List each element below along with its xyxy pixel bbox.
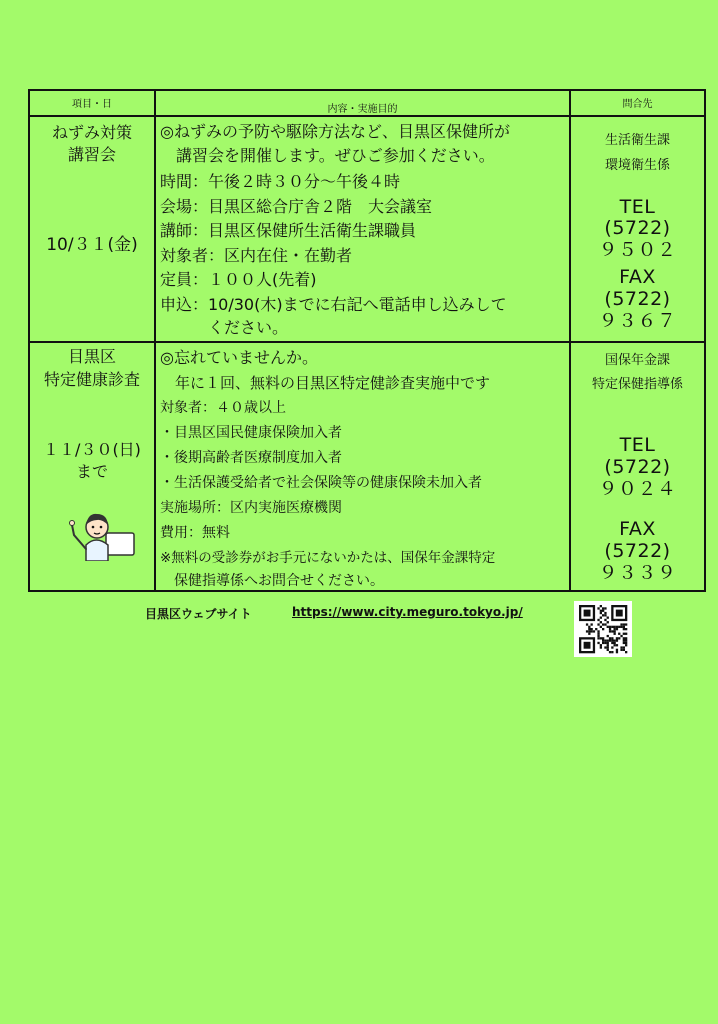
header-content: 内容・実施目的 [327,104,398,115]
row1-content-line: ◎ねずみの予防や駆除方法など、目黒区保健所が [160,122,510,141]
row1-date: 10/３１(金) [46,235,138,255]
row2-content-line: 実施場所：区内実施医療機関 [160,500,342,516]
row1-fax-label: FAX [619,266,656,288]
row1-content-line: 定員：１００人(先着) [160,270,317,289]
row2-content-line: 対象者：４０歳以上 [160,400,286,416]
header-contact: 問合先 [622,99,653,110]
row1-fax-area: (5722) [604,288,671,310]
row2-fax-label: FAX [619,518,656,540]
row1-content-line: 講師：目黒区保健所生活衛生課職員 [160,221,417,240]
row1-content-line: 時間：午後２時３０分～午後４時 [160,172,401,191]
notice-table [28,89,706,592]
row1-contact-dept: 生活衛生課 [604,133,670,148]
row2-date-suffix: まで [75,462,108,481]
row2-contact-section: 特定保健指導係 [591,377,683,392]
footer-site-label: 目黒区ウェブサイト [145,607,252,621]
row2-content-line: 費用：無料 [160,525,230,541]
row1-title-line2: 講習会 [67,145,116,164]
row2-tel-label: TEL [619,434,656,456]
row2-fax-area: (5722) [604,540,671,562]
row2-content-intro: 年に１回、無料の目黒区特定健診査実施中です [160,374,491,392]
row2-content-line: ・後期高齢者医療制度加入者 [160,450,342,466]
row2-content-intro: ◎忘れていませんか。 [160,348,318,367]
row1-content-line: 申込：10/30(木)までに右記へ電話申し込みして [160,295,507,314]
row2-contact-dept: 国保年金課 [604,353,670,368]
row1-contact-section: 環境衛生係 [604,158,670,173]
row1-tel-number: ９５０２ [598,239,677,261]
row1-content-line: 会場：目黒区総合庁舎２階 大会議室 [160,197,433,216]
row2-tel-area: (5722) [604,456,671,478]
row2-content-line: ・目黒区国民健康保険加入者 [160,425,342,441]
row1-content-line: 講習会を開催します。ぜひご参加ください。 [160,146,495,165]
row2-content-line: ・生活保護受給者で社会保険等の健康保険未加入者 [160,475,482,491]
row2-tel-number: ９０２４ [598,478,677,500]
row2-title-line2: 特定健康診査 [43,370,140,389]
row2-fax-number: ９３３９ [598,562,677,584]
row2-content-line: 保健指導係へお問合せください。 [160,573,384,589]
row2-date: １１/３０(日) [43,440,141,459]
row1-tel-label: TEL [619,196,656,218]
footer-url-link[interactable]: https://www.city.meguro.tokyo.jp/ [292,605,523,619]
row2-content-line: ※無料の受診券がお手元にないかたは、国保年金課特定 [160,550,496,566]
row1-fax-number: ９３６７ [598,310,677,332]
doctor-pointing-icon [64,505,136,561]
qr-code-icon [574,601,632,657]
header-item-date: 項目・日 [72,99,112,110]
row1-title-line1: ねずみ対策 [51,123,132,142]
row2-title-line1: 目黒区 [67,347,116,366]
row1-content-line: ください。 [160,318,289,337]
row1-tel-area: (5722) [604,217,671,239]
row1-content-line: 対象者：区内在住・在勤者 [160,246,353,265]
